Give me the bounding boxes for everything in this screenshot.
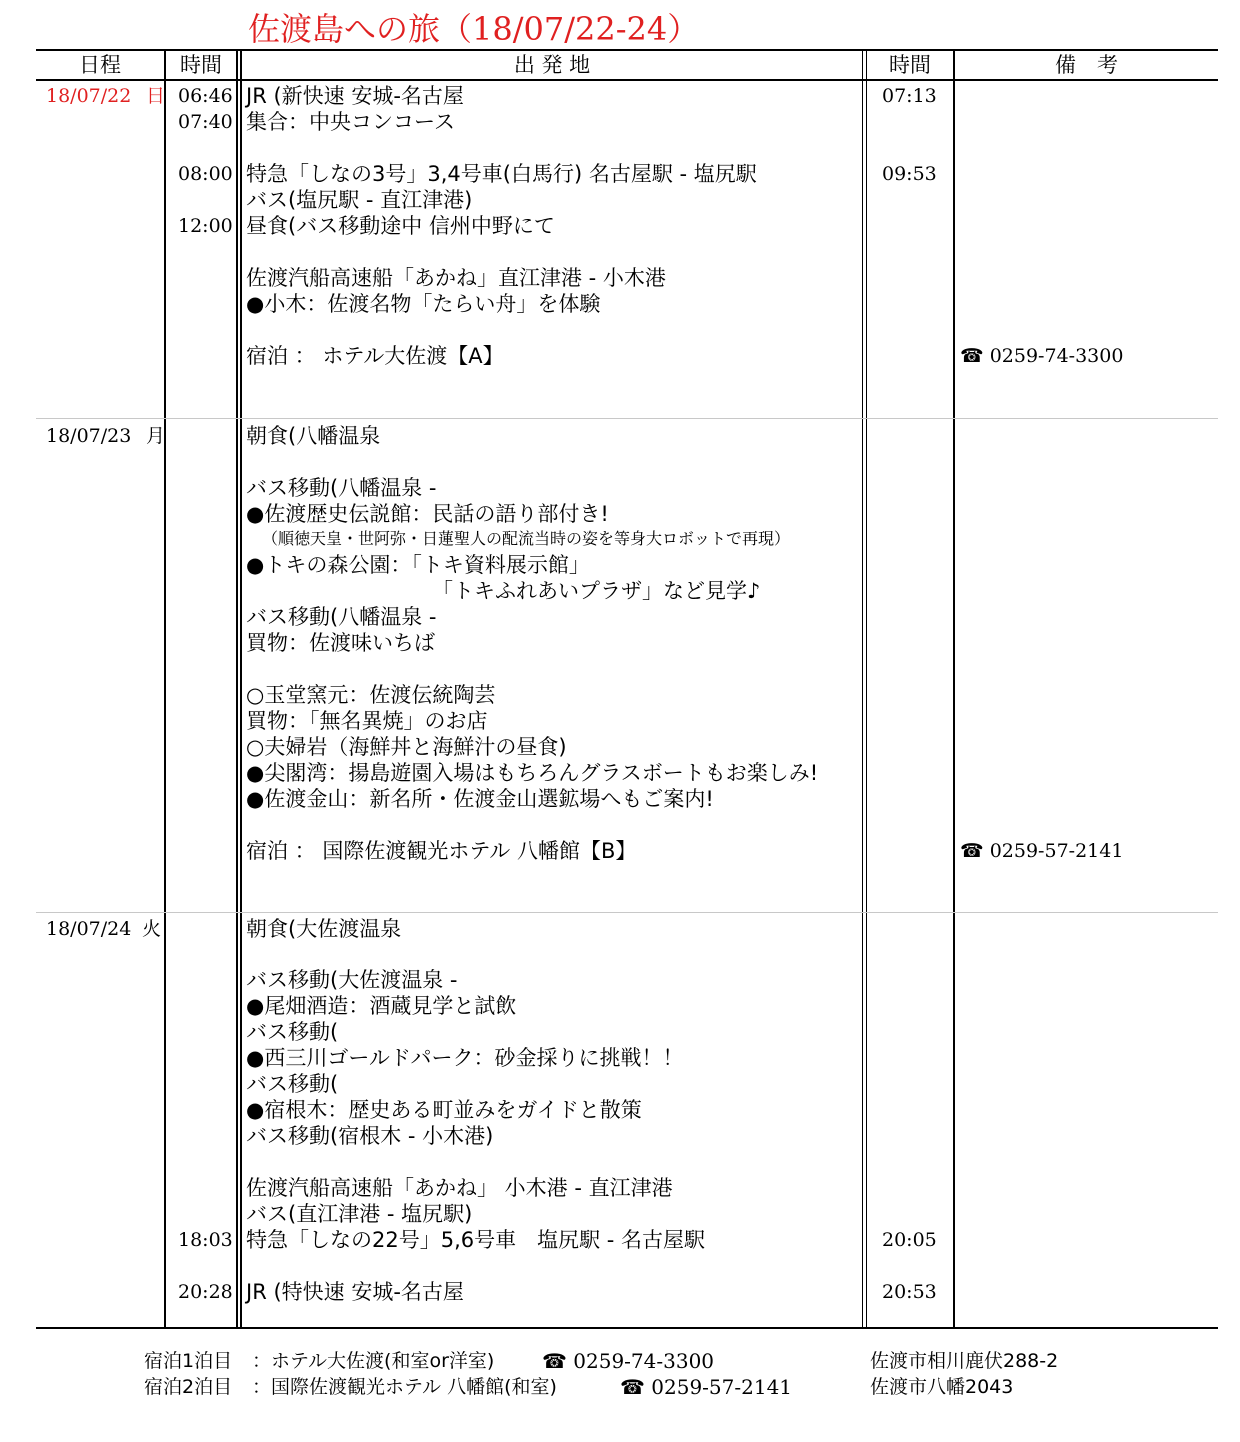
day2-lodging: 宿泊 ： 国際佐渡観光ホテル 八幡館【B】 (246, 839, 637, 863)
day1-time-5: 12:00 (178, 215, 233, 237)
day3-line-9: 佐渡汽船高速船「あかね」 小木港 - 直江津港 (246, 1176, 673, 1200)
day1-time-1: 06:46 (178, 85, 233, 107)
day3-line-3: ●尾畑酒造：酒蔵見学と試飲 (246, 994, 517, 1018)
day2-line-13: ●佐渡金山：新名所・佐渡金山選鉱場へもご案内! (246, 787, 714, 811)
column-divider (240, 51, 242, 1328)
day3-line-7: ●宿根木：歴史ある町並みをガイドと散策 (246, 1098, 642, 1122)
footer-lodging2-address: 佐渡市八幡2043 (870, 1376, 1014, 1398)
footer-lodging2-phone: ☎ 0259-57-2141 (620, 1375, 793, 1399)
header-departure: 出 発 地 (513, 53, 591, 77)
footer-lodging1-address: 佐渡市相川鹿伏288-2 (870, 1350, 1059, 1372)
day3-line-1: 朝食(大佐渡温泉 (246, 917, 402, 941)
page-title: 佐渡島への旅（18/07/22-24） (248, 10, 700, 48)
day2-weekday: 月 (146, 425, 166, 447)
day1-line-4: バス(塩尻駅 - 直江津港) (246, 188, 473, 212)
column-divider (953, 51, 955, 1328)
day1-time-2: 07:40 (178, 111, 233, 133)
column-divider (236, 51, 238, 1328)
day2-line-2: バス移動(八幡温泉 - (246, 476, 437, 500)
header-notes: 備 考 (1055, 53, 1118, 77)
day1-line-7: ●小木：佐渡名物「たらい舟」を体験 (246, 292, 601, 316)
day-separator (36, 418, 1218, 419)
day2-date: 18/07/23 (46, 425, 132, 447)
day3-time-12: 20:28 (178, 1281, 233, 1303)
day1-phone: ☎ 0259-74-3300 (960, 345, 1124, 367)
footer-lodging2-label: 宿泊2泊目 (144, 1376, 233, 1398)
column-divider (862, 51, 863, 1328)
day3-line-8: バス移動(宿根木 - 小木港) (246, 1124, 494, 1148)
table-bottom-border (36, 1327, 1218, 1329)
day2-phone: ☎ 0259-57-2141 (960, 840, 1124, 862)
day3-weekday: 火 (142, 918, 162, 940)
day2-line-8: 買物：佐渡味いちば (246, 631, 435, 655)
footer-lodging1-name: ：ホテル大佐渡(和室or洋室) (252, 1350, 495, 1372)
day1-line-6: 佐渡汽船高速船「あかね」直江津港 - 小木港 (246, 266, 666, 290)
day2-line-7: バス移動(八幡温泉 - (246, 605, 437, 629)
header-time-arrival: 時間 (889, 53, 931, 77)
day3-line-5: ●西三川ゴールドパーク：砂金採りに挑戦！！ (246, 1046, 684, 1070)
day2-line-6: 「トキふれあいプラザ」など見学♪ (432, 579, 761, 603)
day2-line-10: 買物：「無名異焼」のお店 (246, 709, 488, 733)
day1-date: 18/07/22 (46, 85, 132, 107)
column-divider (164, 51, 166, 1328)
day3-line-12: JR (特快速 安城-名古屋 (246, 1280, 464, 1304)
header-bottom-border (36, 79, 1218, 81)
day1-line-3: 特急「しなの3号」3,4号車(白馬行) 名古屋駅 - 塩尻駅 (246, 162, 757, 186)
day3-line-6: バス移動( (246, 1072, 339, 1096)
day3-line-11: 特急「しなの22号」5,6号車 塩尻駅 - 名古屋駅 (246, 1228, 706, 1252)
day3-arrival-12: 20:53 (882, 1281, 937, 1303)
column-divider (866, 51, 867, 1328)
day1-line-2: 集合：中央コンコース (246, 110, 455, 134)
day2-line-5: ●トキの森公園：「トキ資料展示館」 (246, 553, 590, 577)
day2-line-11: ○夫婦岩（海鮮丼と海鮮汁の昼食) (246, 735, 567, 759)
footer-lodging1-label: 宿泊1泊目 (144, 1350, 233, 1372)
day3-line-4: バス移動( (246, 1020, 339, 1044)
header-time-departure: 時間 (180, 53, 222, 77)
day3-date: 18/07/24 (46, 918, 132, 940)
day1-time-3: 08:00 (178, 163, 233, 185)
day3-arrival-11: 20:05 (882, 1229, 937, 1251)
day3-time-11: 18:03 (178, 1229, 233, 1251)
header-date: 日程 (79, 53, 121, 77)
day1-line-1: JR (新快速 安城-名古屋 (246, 84, 464, 108)
day1-arrival-1: 07:13 (882, 85, 937, 107)
footer-lodging1-phone: ☎ 0259-74-3300 (542, 1349, 715, 1373)
day2-line-1: 朝食(八幡温泉 (246, 424, 381, 448)
day1-weekday: 日 (146, 85, 166, 107)
day2-line-3: ●佐渡歴史伝説館：民話の語り部付き! (246, 502, 609, 526)
day-separator (36, 912, 1218, 913)
day3-line-10: バス(直江津港 - 塩尻駅) (246, 1202, 473, 1226)
day1-lodging: 宿泊 ： ホテル大佐渡【A】 (246, 344, 504, 368)
day1-arrival-3: 09:53 (882, 163, 937, 185)
day2-line-4: （順徳天皇・世阿弥・日蓮聖人の配流当時の姿を等身大ロボットで再現） (262, 529, 791, 548)
day2-line-12: ●尖閣湾：揚島遊園入場はもちろんグラスボートもお楽しみ! (246, 761, 819, 785)
day2-line-9: ○玉堂窯元：佐渡伝統陶芸 (246, 683, 496, 707)
day1-line-5: 昼食(バス移動途中 信州中野にて (246, 214, 555, 238)
day3-line-2: バス移動(大佐渡温泉 - (246, 968, 458, 992)
footer-lodging2-name: ：国際佐渡観光ホテル 八幡館(和室) (252, 1376, 557, 1398)
